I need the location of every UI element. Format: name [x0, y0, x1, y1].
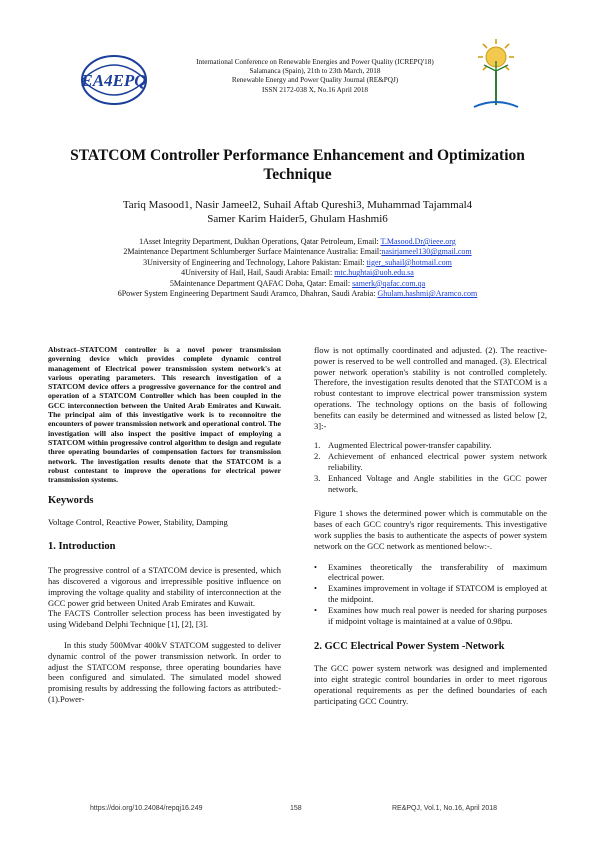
left-column — [48, 345, 281, 705]
journal-reference: RE&PQJ, Vol.1, No.16, April 2018 — [392, 805, 498, 812]
introduction-heading: 1. Introduction — [48, 541, 116, 553]
issn-line: ISSN 2172-038 X, No.16 April 2018 — [261, 86, 369, 94]
affiliations — [40, 237, 555, 299]
affiliation-6: 6Power System Engineering Department Saudi Aramco, Dhahran, Saudi Arabia: Ghulam.hashmi@Aramco.com — [117, 289, 478, 299]
section-2-heading: 2. GCC Electrical Power System -Network — [314, 641, 505, 653]
ea4epq-logo — [70, 40, 158, 118]
right-paragraph-1: flow is not optimally coordinated and adjusted. (2). The reactive-power is reserved to be well controlled and managed. (3). Electrical power network operation's stability is not controlled completely. Therefore, the investigation results denoted that the STATCOM is a robust contestant to improve electrical power transmission system operations. The technology options on the basis of following benefits can easily be determined and witnessed as listed below [2, 3]:- — [314, 345, 547, 431]
right-column — [314, 345, 547, 707]
paper-title: STATCOM Controller Performance Enhancement and Optimization Technique — [70, 147, 525, 183]
section-2-paragraph: The GCC power system network was designed and implemented into eight strategic control boundaries in order to meet rigorous operational requirements as per the defined boundaries of each participating GCC Country. — [314, 663, 547, 706]
affiliation-1: 1Asset Integrity Department, Dukhan Operations, Qatar Petroleum, Email: T.Masood.Dr@ieee.org — [139, 237, 456, 246]
icrepq-emblem-logo — [470, 35, 522, 113]
list-item: • Examines how much real power is needed for sharing purposes if midpoint voltage is maintained at a value of 0.98pu. — [314, 604, 547, 626]
list-item: 3. Enhanced Voltage and Angle stabilities in the GCC power network. — [314, 472, 547, 494]
intro-paragraph-3: In this study 500Mvar 400kV STATCOM suggested to deliver dynamic control of the power transmission network. In order to adjust the STATCOM response, three operating boundaries have been configured and simulated. The simulated model showed promising results by addressing the following factors as attributed:-(1).Power- — [48, 640, 281, 705]
authors-line-2: Samer Karim Haider5, Ghulam Hashmi6 — [207, 212, 388, 225]
email-link[interactable]: Ghulam.hashmi@Aramco.com — [377, 289, 478, 299]
right-paragraph-2: Figure 1 shows the determined power which is commutable on the bases of each GCC country's rigor requirements. This investigative work supplies the basis to authenticate the aspects of power system network on the GCC network as mentioned below:-. — [314, 508, 547, 551]
author-list — [40, 199, 555, 226]
authors-line-1: Tariq Masood1, Nasir Jameel2, Suhail Aftab Qureshi3, Muhammad Tajammal4 — [122, 199, 473, 211]
examines-list — [314, 562, 547, 627]
conference-location: Salamanca (Spain), 21th to 23th March, 2018 — [249, 67, 381, 75]
keywords-text: Voltage Control, Reactive Power, Stability, Damping — [48, 517, 228, 528]
list-item: • Examines improvement in voltage if STATCOM is employed at the midpoint. — [314, 583, 547, 604]
page-number: 158 — [290, 805, 302, 812]
list-item: • Examines theoretically the transferability of maximum electrical power. — [314, 561, 547, 583]
affiliation-5: 5Maintenance Department QAFAC Doha, Qatar: Email: samerk@qafac.com.qa — [169, 278, 426, 288]
list-item: 1. Augmented Electrical power-transfer capability. — [314, 440, 492, 451]
benefits-list — [314, 440, 547, 494]
affiliation-2: 2Maintenance Department Schlumberger Surface Maintenance Australia: Email:nasirjameel130@gmail.com — [123, 247, 472, 257]
intro-paragraph-1: The progressive control of a STATCOM device is presented, which has discovered a vigorous and irrepressible positive influence on improving the voltage quality and stability of interconnection at the GCC power grid between United Arab Emirates and Kuwait. — [48, 565, 281, 608]
email-link[interactable]: mtc.hughtai@uoh.edu.sa — [334, 268, 414, 278]
email-link[interactable]: T.Masood.Dr@ieee.org — [380, 237, 456, 246]
intro-paragraph-2: The FACTS Controller selection process has been investigated by using Wideband Delphi Technique [1], [2], [3]. — [48, 608, 281, 630]
doi-link[interactable]: https://doi.org/10.24084/repqj16.249 — [90, 805, 203, 812]
affiliation-4: 4University of Hail, Hail, Saudi Arabia: Email: mtc.hughtai@uoh.edu.sa — [181, 268, 414, 278]
list-item: 2. Achievement of enhanced electrical power system network reliability. — [314, 451, 547, 472]
email-link[interactable]: nasirjameel130@gmail.com — [381, 247, 472, 257]
affiliation-3: 3University of Engineering and Technology, Lahore Pakistan: Email: tiger_suhail@hotmail.com — [143, 257, 452, 267]
abstract: Abstract–STATCOM controller is a novel power transmission governing device which provides complete dynamic control management of Electrical power transmission system network's at various operating parameters. This research investigation of a STATCOM device offers a progressive governance for the control and operation of a STATCOM Controller which has been coupled in the GCC interconnection between the United Arab Emirates and Kuwait. The principal aim of this investigative work is to reconnoitre the encounters of power transmission network and operational control. The investigation will also inspect the positive impact of employing a STATCOM within progressive control algorithm to design and regulate three operating boundaries of compensation factors for transmission network. The investigation results denote that the STATCOM is a robust contestant to improve the operations for electrical power transmission systems. — [48, 345, 281, 485]
journal-name: Renewable Energy and Power Quality Journal (RE&PQJ) — [231, 76, 399, 84]
keywords-heading: Keywords — [48, 495, 94, 507]
email-link[interactable]: samerk@qafac.com.qa — [352, 278, 426, 288]
logo-left-text: EA4EPQ — [81, 71, 147, 90]
email-link[interactable]: tiger_suhail@hotmail.com — [366, 257, 452, 267]
conference-name: International Conference on Renewable Energies and Power Quality (ICREPQ'18) — [196, 58, 434, 66]
